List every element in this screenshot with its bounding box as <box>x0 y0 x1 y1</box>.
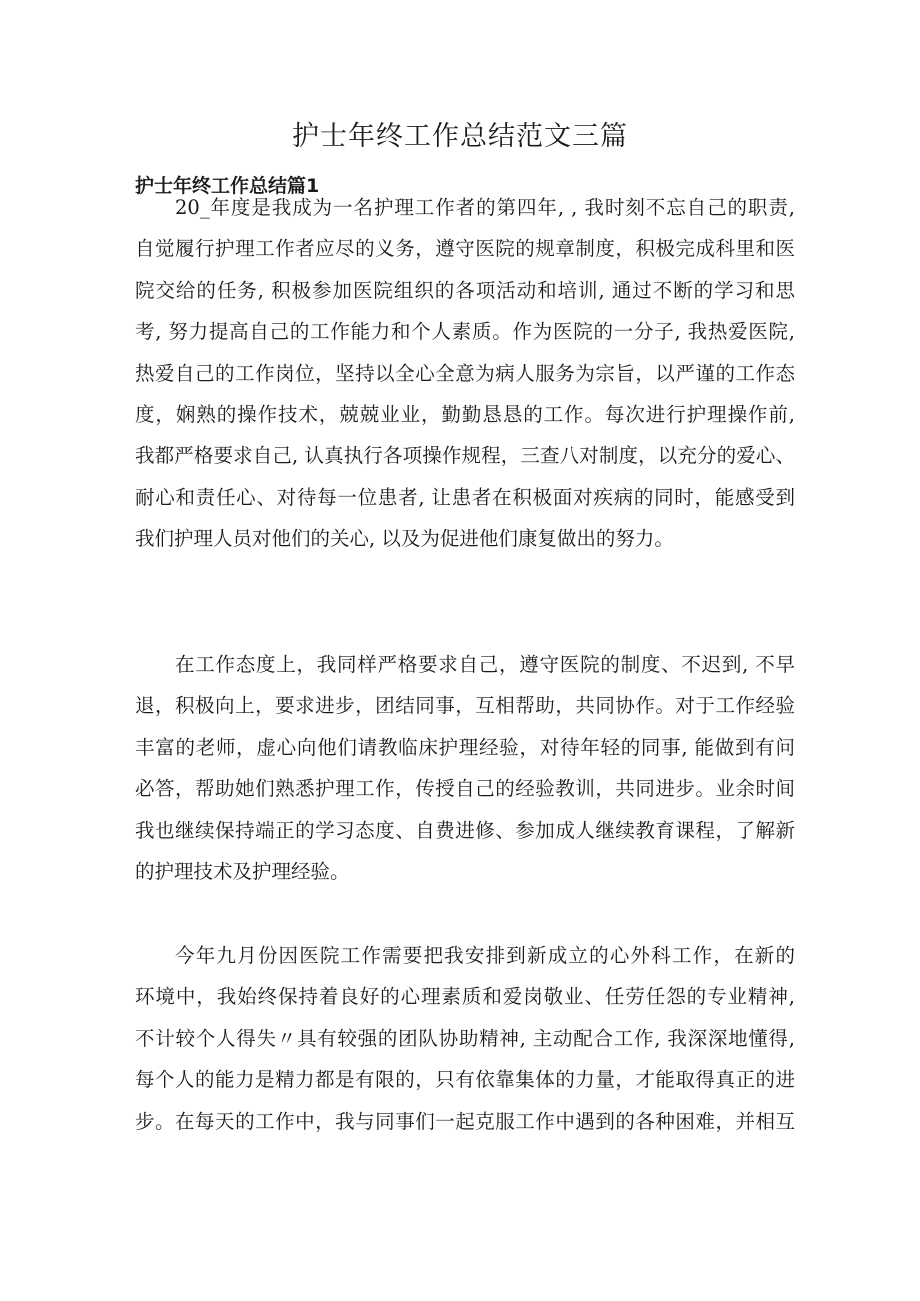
paragraph-3 <box>135 935 795 1142</box>
paragraph-line: 我都严格要求自己, 认真执行各项操作规程，三查八对制度，以充分的爱心、 <box>135 444 795 468</box>
paragraph-line: 环境中，我始终保持着良好的心理素质和爱岗敬业、任劳任怨的专业精神, <box>135 985 795 1009</box>
paragraph-line: 不计较个人得失〃具有较强的团队协助精神, 主动配合工作, 我深深地懂得, <box>135 1026 795 1050</box>
paragraph-line: 每个人的能力是精力都是有限的，只有依靠集体的力量，才能取得真正的进 <box>135 1068 795 1092</box>
section-heading: 护士年终工作总结篇1 <box>135 175 320 197</box>
paragraph-1 <box>135 187 795 560</box>
paragraph-line: 考, 努力提高自己的工作能力和个人素质。作为医院的一分子, 我热爱医院, <box>135 320 795 344</box>
paragraph-line: 度，娴熟的操作技术，兢兢业业，勤勤恳恳的工作。每次进行护理操作前, <box>135 402 795 426</box>
paragraph-2 <box>135 644 795 892</box>
paragraph-line: 丰富的老师，虚心向他们请教临床护理经验，对待年轻的同事, 能做到有问 <box>135 735 795 759</box>
paragraph-line: 退，积极向上，要求进步，团结同事，互相帮助，共同协作。对于工作经验 <box>135 694 795 718</box>
paragraph-line: 我也继续保持端正的学习态度、自费进修、参加成人继续教育课程，了解新 <box>135 818 795 842</box>
paragraph-line: 今年九月份因医院工作需要把我安排到新成立的心外科工作，在新的 <box>175 944 795 967</box>
paragraph-line: 20_年度是我成为一名护理工作者的第四年, , 我时刻不忘自己的职责, <box>175 196 795 219</box>
paragraph-line: 耐心和责任心、对待每一位患者, 让患者在积极面对疾病的同时，能感受到 <box>135 485 795 509</box>
paragraph-line: 必答，帮助她们熟悉护理工作，传授自己的经验教训，共同进步。业余时间 <box>135 777 795 801</box>
paragraph-line: 热爱自己的工作岗位，坚持以全心全意为病人服务为宗旨，以严谨的工作态 <box>135 361 795 385</box>
document-title: 护士年终工作总结范文三篇 <box>292 121 628 152</box>
paragraph-line: 院交给的任务, 积极参加医院组织的各项活动和培训, 通过不断的学习和思 <box>135 278 795 302</box>
paragraph-line: 在工作态度上，我同样严格要求自己，遵守医院的制度、不迟到, 不早 <box>175 653 795 676</box>
paragraph-line: 我们护理人员对他们的关心, 以及为促进他们康复做出的努力。 <box>135 527 674 551</box>
paragraph-line: 自觉履行护理工作者应尽的义务，遵守医院的规章制度，积极完成科里和医 <box>135 237 795 261</box>
paragraph-line: 步。在每天的工作中，我与同事们一起克服工作中遇到的各种困难，并相互 <box>135 1109 795 1133</box>
paragraph-line: 的护理技术及护理经验。 <box>135 859 350 883</box>
